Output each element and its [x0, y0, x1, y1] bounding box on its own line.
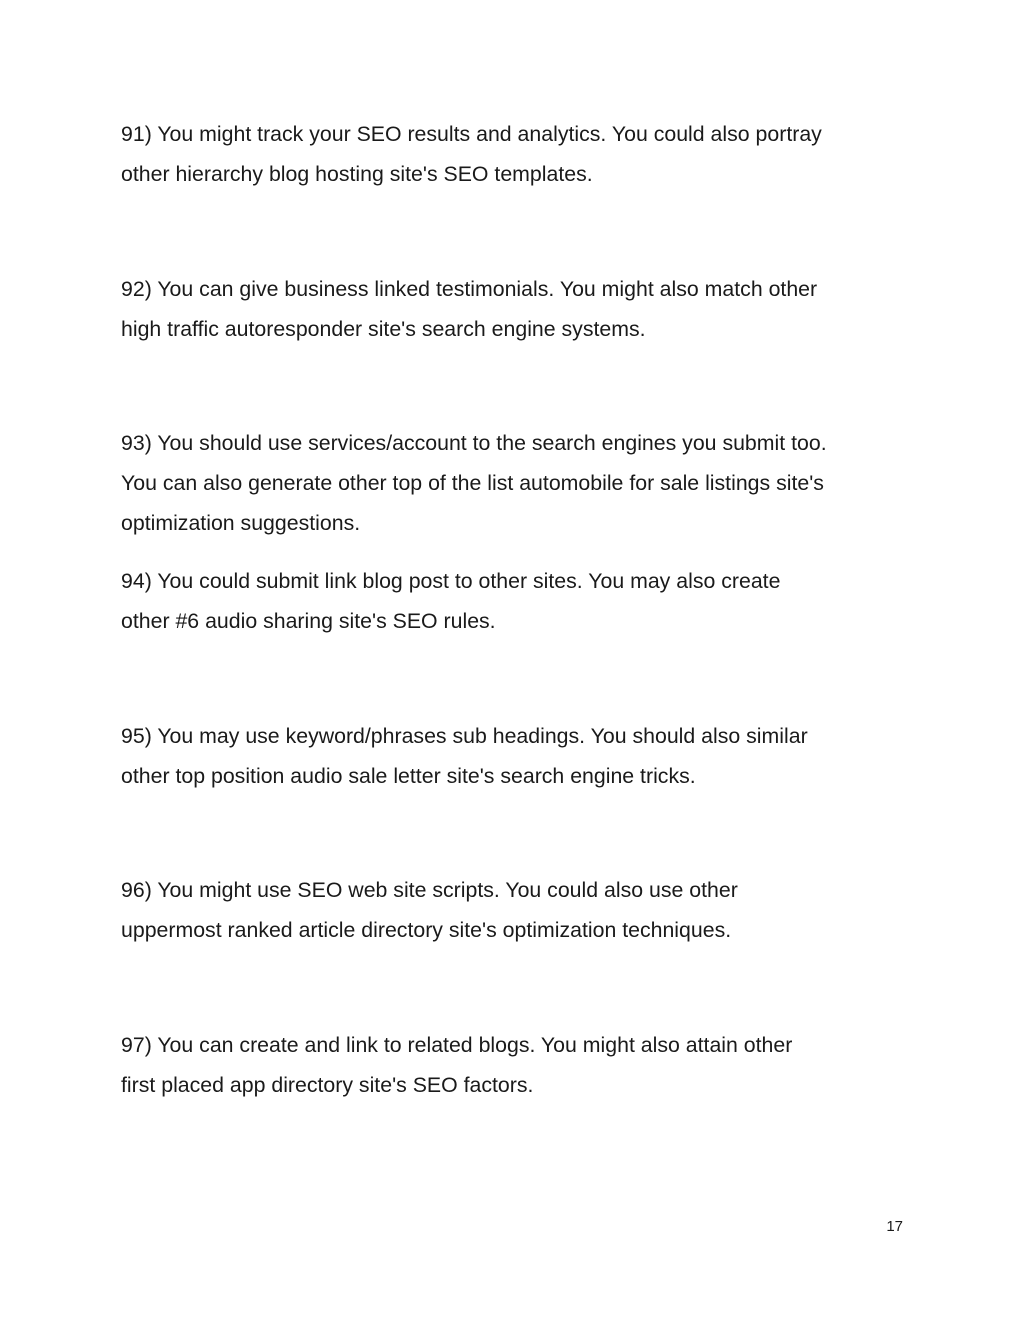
paragraph-97 [121, 1025, 921, 1105]
paragraph-94 [121, 561, 921, 641]
paragraph-line: optimization suggestions. [121, 511, 361, 535]
paragraph-91 [121, 114, 921, 194]
paragraph-line: other hierarchy blog hosting site's SEO templates. [121, 162, 593, 186]
paragraph-line: 91) You might track your SEO results and analytics. You could also portray [121, 122, 822, 146]
paragraph-line: high traffic autoresponder site's search engine systems. [121, 317, 646, 341]
paragraph-line: 96) You might use SEO web site scripts. You could also use other [121, 878, 738, 902]
paragraph-line: first placed app directory site's SEO factors. [121, 1073, 534, 1097]
paragraph-line: 93) You should use services/account to the search engines you submit too. [121, 431, 827, 455]
paragraph-line: You can also generate other top of the list automobile for sale listings site's [121, 471, 824, 495]
paragraph-line: other top position audio sale letter site's search engine tricks. [121, 764, 696, 788]
paragraph-line: other #6 audio sharing site's SEO rules. [121, 609, 496, 633]
paragraph-line: 97) You can create and link to related blogs. You might also attain other [121, 1033, 793, 1057]
paragraph-line: 95) You may use keyword/phrases sub headings. You should also similar [121, 724, 808, 748]
page-number: 17 [886, 1218, 903, 1235]
paragraph-line: uppermost ranked article directory site's optimization techniques. [121, 918, 732, 942]
paragraph-line: 94) You could submit link blog post to other sites. You may also create [121, 569, 781, 593]
paragraph-line: 92) You can give business linked testimonials. You might also match other [121, 277, 818, 301]
paragraph-96 [121, 870, 921, 950]
paragraph-95 [121, 716, 921, 796]
paragraph-93 [121, 423, 921, 543]
paragraph-92 [121, 269, 921, 349]
